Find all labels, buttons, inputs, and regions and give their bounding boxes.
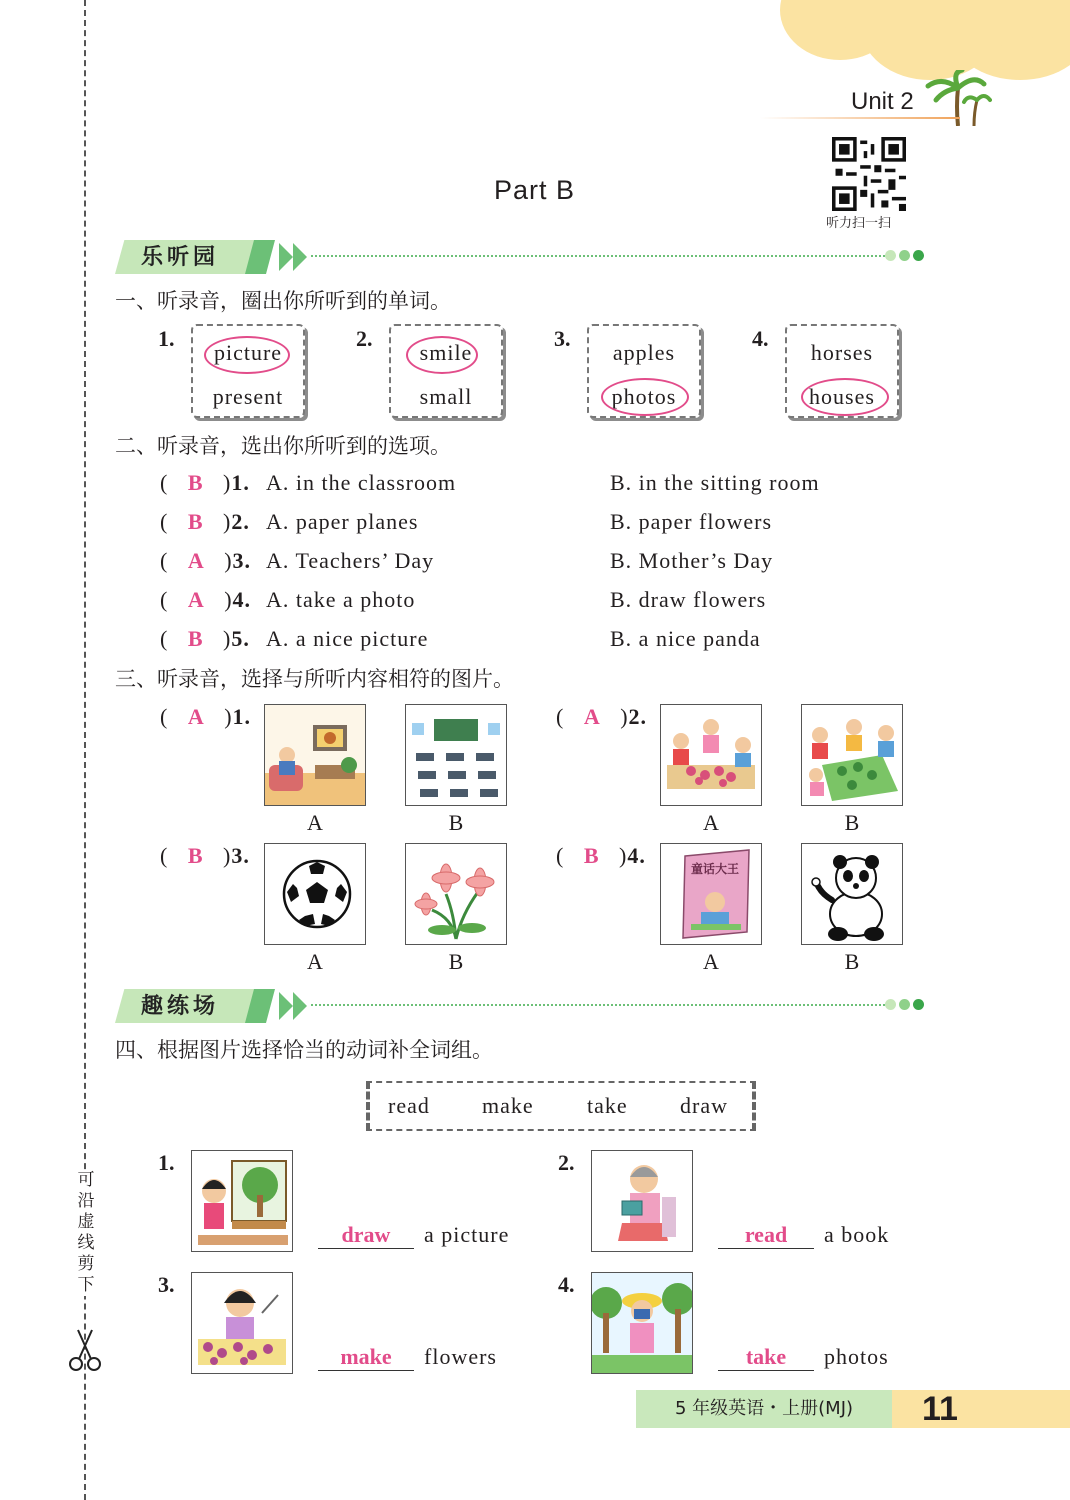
- picture-option-a[interactable]: [660, 704, 762, 806]
- question-picture: [191, 1272, 293, 1374]
- answer-blank[interactable]: make: [318, 1344, 414, 1371]
- answer-paren: ( B )1.: [160, 470, 250, 495]
- unit-label: Unit 2: [851, 88, 914, 115]
- answer-paren: ( B )4.: [556, 843, 646, 868]
- picture-label: B: [448, 810, 464, 835]
- word-bank: [366, 1081, 756, 1131]
- q1-heading: 一、听录音，圈出你所听到的单词。: [115, 289, 451, 313]
- picture-option-b[interactable]: [801, 704, 903, 806]
- item-number: 1.: [232, 704, 252, 729]
- picture-label: B: [448, 949, 464, 974]
- question-picture: [591, 1272, 693, 1374]
- q2-heading: 二、听录音，选出你所听到的选项。: [115, 434, 451, 458]
- word-bank-item: make: [482, 1093, 534, 1118]
- phrase-text: a book: [824, 1222, 890, 1247]
- option-a[interactable]: A. paper planes: [266, 509, 419, 534]
- picture-label: A: [307, 949, 323, 974]
- unit-underline: [760, 117, 960, 119]
- answer-letter[interactable]: B: [583, 843, 600, 868]
- answer-paren: ( A )1.: [160, 704, 252, 729]
- classroom-image: [406, 705, 506, 805]
- girl-drawing-tree-image: [192, 1151, 292, 1251]
- option-b[interactable]: B. in the sitting room: [610, 470, 820, 495]
- item-number: 4.: [752, 326, 769, 351]
- answer-blank[interactable]: draw: [318, 1222, 414, 1249]
- cut-hint: 可沿虚线剪下: [74, 1170, 98, 1296]
- q3-heading: 三、听录音，选择与所听内容相符的图片。: [115, 667, 514, 691]
- kids-planting-garden-image: [802, 705, 902, 805]
- item-number: 3.: [158, 1272, 175, 1297]
- option-b[interactable]: B. draw flowers: [610, 587, 767, 612]
- girl-taking-photo-image: [592, 1273, 692, 1373]
- answer-letter[interactable]: B: [187, 626, 204, 651]
- answer-letter[interactable]: A: [187, 704, 205, 729]
- answer-paren: ( B )3.: [160, 843, 250, 868]
- word-option[interactable]: apples: [612, 340, 676, 365]
- option-a[interactable]: A. in the classroom: [266, 470, 457, 495]
- word-option[interactable]: smile: [419, 340, 473, 365]
- option-b[interactable]: B. Mother’s Day: [610, 548, 774, 573]
- picture-option-a[interactable]: [660, 843, 762, 945]
- section-banner-practice: [115, 989, 935, 1023]
- item-number: 1.: [231, 470, 250, 495]
- answer-letter[interactable]: B: [187, 843, 204, 868]
- picture-option-b[interactable]: [801, 843, 903, 945]
- lily-flowers-image: [406, 844, 506, 944]
- word-bank-item: draw: [680, 1093, 728, 1118]
- picture-option-a[interactable]: [264, 843, 366, 945]
- word-option[interactable]: photos: [611, 384, 677, 409]
- phrase-text: a picture: [424, 1222, 510, 1247]
- storybook-image: [661, 844, 761, 944]
- item-number: 4.: [558, 1272, 575, 1297]
- option-a[interactable]: A. a nice picture: [266, 626, 429, 651]
- option-a[interactable]: A. Teachers’ Day: [266, 548, 435, 573]
- picture-label: B: [844, 949, 860, 974]
- item-number: 2.: [231, 509, 250, 534]
- picture-label: B: [844, 810, 860, 835]
- page-number: 11: [892, 1390, 1070, 1428]
- answer-paren: ( B )5.: [160, 626, 250, 651]
- word-option[interactable]: horses: [810, 340, 874, 365]
- question-picture: [191, 1150, 293, 1252]
- kids-making-flowers-image: [661, 705, 761, 805]
- girl-making-flowers-image: [192, 1273, 292, 1373]
- answer-letter[interactable]: A: [583, 704, 601, 729]
- section-banner-listen: [115, 240, 935, 274]
- answer-circle: [801, 378, 889, 416]
- family-watching-tv-image: [265, 705, 365, 805]
- answer-circle: [601, 378, 689, 416]
- phrase-text: flowers: [424, 1344, 497, 1369]
- item-number: 5.: [231, 626, 250, 651]
- item-number: 1.: [158, 1150, 175, 1175]
- option-b[interactable]: B. a nice panda: [610, 626, 761, 651]
- answer-paren: ( A )2.: [556, 704, 648, 729]
- item-number: 3.: [232, 548, 252, 573]
- answer-paren: ( A )4.: [160, 587, 252, 612]
- item-number: 3.: [554, 326, 571, 351]
- book-title: 童话大王: [691, 862, 740, 876]
- word-option[interactable]: present: [212, 384, 284, 409]
- picture-option-b[interactable]: [405, 843, 507, 945]
- answer-circle: [406, 336, 478, 374]
- answer-letter[interactable]: A: [187, 587, 205, 612]
- page-title: Part B: [494, 175, 576, 205]
- item-number: 1.: [158, 326, 175, 351]
- picture-label: A: [703, 810, 719, 835]
- answer-blank[interactable]: read: [718, 1222, 814, 1249]
- scissors-icon: [68, 1328, 102, 1372]
- picture-option-a[interactable]: [264, 704, 366, 806]
- answer-paren: ( A )3.: [160, 548, 252, 573]
- qr-code[interactable]: [832, 137, 906, 211]
- item-number: 4.: [232, 587, 252, 612]
- word-bank-item: read: [388, 1093, 430, 1118]
- grandma-reading-image: [592, 1151, 692, 1251]
- option-b[interactable]: B. paper flowers: [610, 509, 773, 534]
- word-option[interactable]: houses: [809, 384, 875, 409]
- question-picture: [591, 1150, 693, 1252]
- answer-letter[interactable]: B: [187, 470, 204, 495]
- picture-label: A: [703, 949, 719, 974]
- word-option[interactable]: picture: [213, 340, 283, 365]
- option-a[interactable]: A. take a photo: [266, 587, 416, 612]
- picture-label: A: [307, 810, 323, 835]
- word-bank-item: take: [587, 1093, 628, 1118]
- panda-image: [802, 844, 902, 944]
- answer-letter[interactable]: B: [187, 509, 204, 534]
- item-number: 2.: [558, 1150, 575, 1175]
- phrase-text: photos: [824, 1344, 889, 1369]
- football-image: [265, 844, 365, 944]
- item-number: 4.: [627, 843, 646, 868]
- book-title-footer: 5 年级英语・上册(MJ): [636, 1390, 892, 1428]
- item-number: 2.: [356, 326, 373, 351]
- answer-circle: [204, 336, 290, 374]
- q4-heading: 四、根据图片选择恰当的动词补全词组。: [115, 1038, 493, 1062]
- picture-option-b[interactable]: [405, 704, 507, 806]
- item-number: 3.: [231, 843, 250, 868]
- item-number: 2.: [628, 704, 648, 729]
- answer-letter[interactable]: A: [187, 548, 205, 573]
- banner-title: 趣练场: [141, 994, 220, 1019]
- banner-title: 乐听园: [141, 245, 220, 270]
- word-option[interactable]: small: [419, 384, 473, 409]
- qr-caption: 听力扫一扫: [826, 216, 892, 231]
- answer-blank[interactable]: take: [718, 1344, 814, 1371]
- answer-paren: ( B )2.: [160, 509, 250, 534]
